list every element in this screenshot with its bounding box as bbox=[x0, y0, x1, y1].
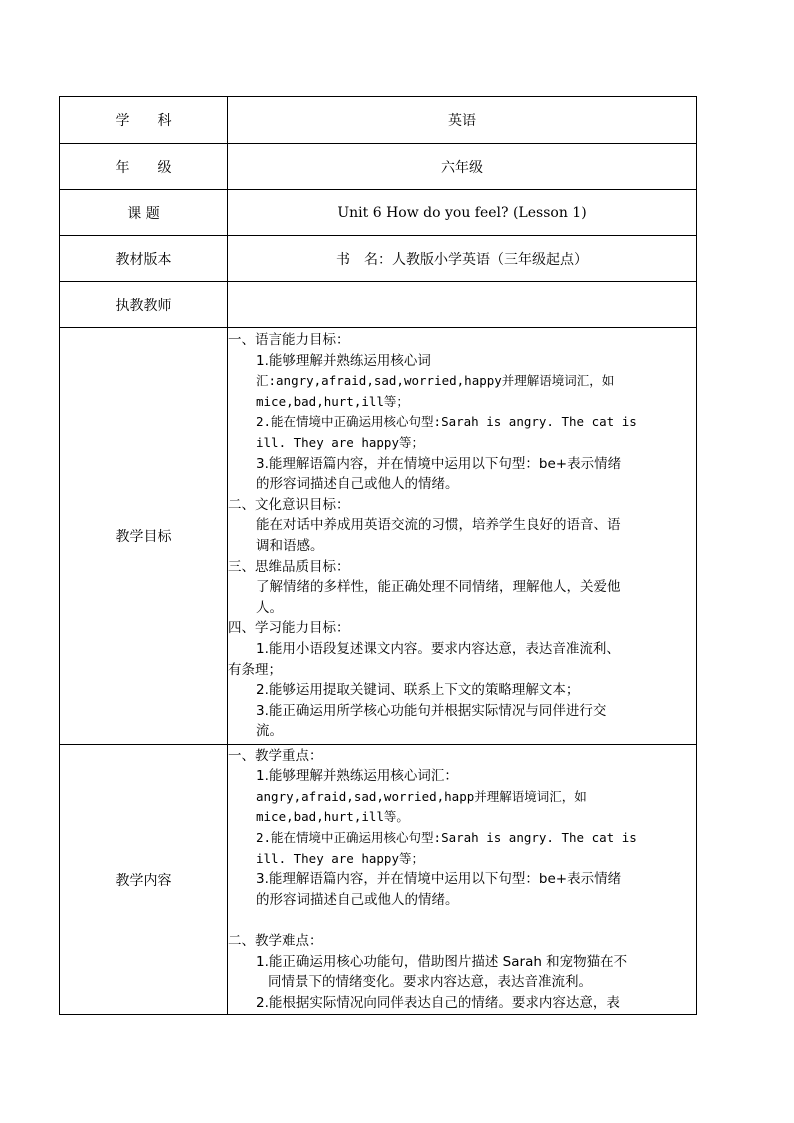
objectives-line: 3.能理解语篇内容，并在情境中运用以下句型：be+表示情绪 bbox=[256, 455, 622, 472]
subject-label: 学 科 bbox=[60, 97, 228, 144]
row-textbook bbox=[60, 236, 697, 282]
objectives-line: 流。 bbox=[256, 723, 283, 740]
grade-label: 年 级 bbox=[60, 144, 228, 190]
objectives-line: 二、文化意识目标： bbox=[228, 496, 350, 513]
content-line: 同情景下的情绪变化。要求内容达意，表达音准流利。 bbox=[268, 974, 592, 991]
content-line: 2.能在情境中正确运用核心句型:Sarah is angry. The cat is bbox=[256, 830, 637, 846]
objectives-line: 1.能够理解并熟练运用核心词 bbox=[256, 352, 431, 369]
grade-value: 六年级 bbox=[228, 144, 697, 190]
topic-value: Unit 6 How do you feel? (Lesson 1) bbox=[228, 190, 697, 236]
objectives-line: 2.能在情境中正确运用核心句型:Sarah is angry. The cat is bbox=[256, 414, 637, 430]
content-line: angry,afraid,sad,worried,happ并理解语境词汇，如 bbox=[256, 788, 587, 804]
row-topic bbox=[60, 190, 697, 236]
subject-value: 英语 bbox=[228, 97, 697, 144]
objectives-line: 了解情绪的多样性，能正确处理不同情绪，理解他人，关爱他 bbox=[256, 579, 621, 596]
objectives-line: 三、思维品质目标： bbox=[228, 558, 350, 575]
objectives-content bbox=[228, 328, 697, 745]
teacher-label: 执教教师 bbox=[60, 282, 228, 328]
content-line: 的形容词描述自己或他人的情绪。 bbox=[256, 891, 459, 908]
content-line: 1.能正确运用核心功能句，借助图片描述 Sarah 和宠物猫在不 bbox=[256, 953, 628, 970]
content-line: 3.能理解语篇内容，并在情境中运用以下句型：be+表示情绪 bbox=[256, 871, 622, 888]
topic-label: 课 题 bbox=[60, 190, 228, 236]
objectives-line: 一、语言能力目标： bbox=[228, 332, 350, 349]
row-teacher bbox=[60, 282, 697, 328]
content-label: 教学内容 bbox=[60, 745, 228, 1015]
objectives-label: 教学目标 bbox=[60, 328, 228, 745]
objectives-line: 能在对话中养成用英语交流的习惯，培养学生良好的语音、语 bbox=[256, 517, 621, 534]
textbook-label: 教材版本 bbox=[60, 236, 228, 282]
row-objectives bbox=[60, 328, 697, 745]
content-line: 1.能够理解并熟练运用核心词汇： bbox=[256, 768, 458, 785]
objectives-line: 汇:angry,afraid,sad,worried,happy并理解语境词汇，如 bbox=[256, 373, 615, 389]
content-line: ill. They are happy等； bbox=[256, 850, 424, 866]
content-line: mice,bad,hurt,ill等。 bbox=[256, 809, 409, 825]
content-line: 二、教学难点： bbox=[228, 932, 323, 949]
content-body bbox=[228, 745, 697, 1015]
content-line: 2.能根据实际情况向同伴表达自己的情绪。要求内容达意，表 bbox=[256, 994, 620, 1011]
textbook-value: 书 名：人教版小学英语（三年级起点） bbox=[228, 236, 697, 282]
objectives-line: 调和语感。 bbox=[256, 538, 324, 554]
objectives-line: 1.能用小语段复述课文内容。要求内容达意，表达音准流利、 bbox=[256, 640, 620, 657]
lesson-plan-table bbox=[59, 96, 697, 1015]
teacher-value bbox=[228, 282, 697, 328]
objectives-line: 的形容词描述自己或他人的情绪。 bbox=[256, 476, 459, 493]
objectives-line: 2.能够运用提取关键词、联系上下文的策略理解文本； bbox=[256, 682, 580, 699]
objectives-line: mice,bad,hurt,ill等； bbox=[256, 393, 409, 409]
objectives-line: 人。 bbox=[256, 599, 283, 616]
objectives-line: 四、学习能力目标： bbox=[228, 620, 350, 637]
content-line bbox=[228, 910, 696, 931]
objectives-line: 3.能正确运用所学核心功能句并根据实际情况与同伴进行交 bbox=[256, 702, 607, 719]
content-line: 一、教学重点： bbox=[228, 747, 323, 764]
row-grade bbox=[60, 144, 697, 190]
objectives-line: ill. They are happy等； bbox=[256, 435, 424, 451]
objectives-line: 有条理； bbox=[228, 661, 282, 678]
row-subject bbox=[60, 97, 697, 144]
row-content bbox=[60, 745, 697, 1015]
